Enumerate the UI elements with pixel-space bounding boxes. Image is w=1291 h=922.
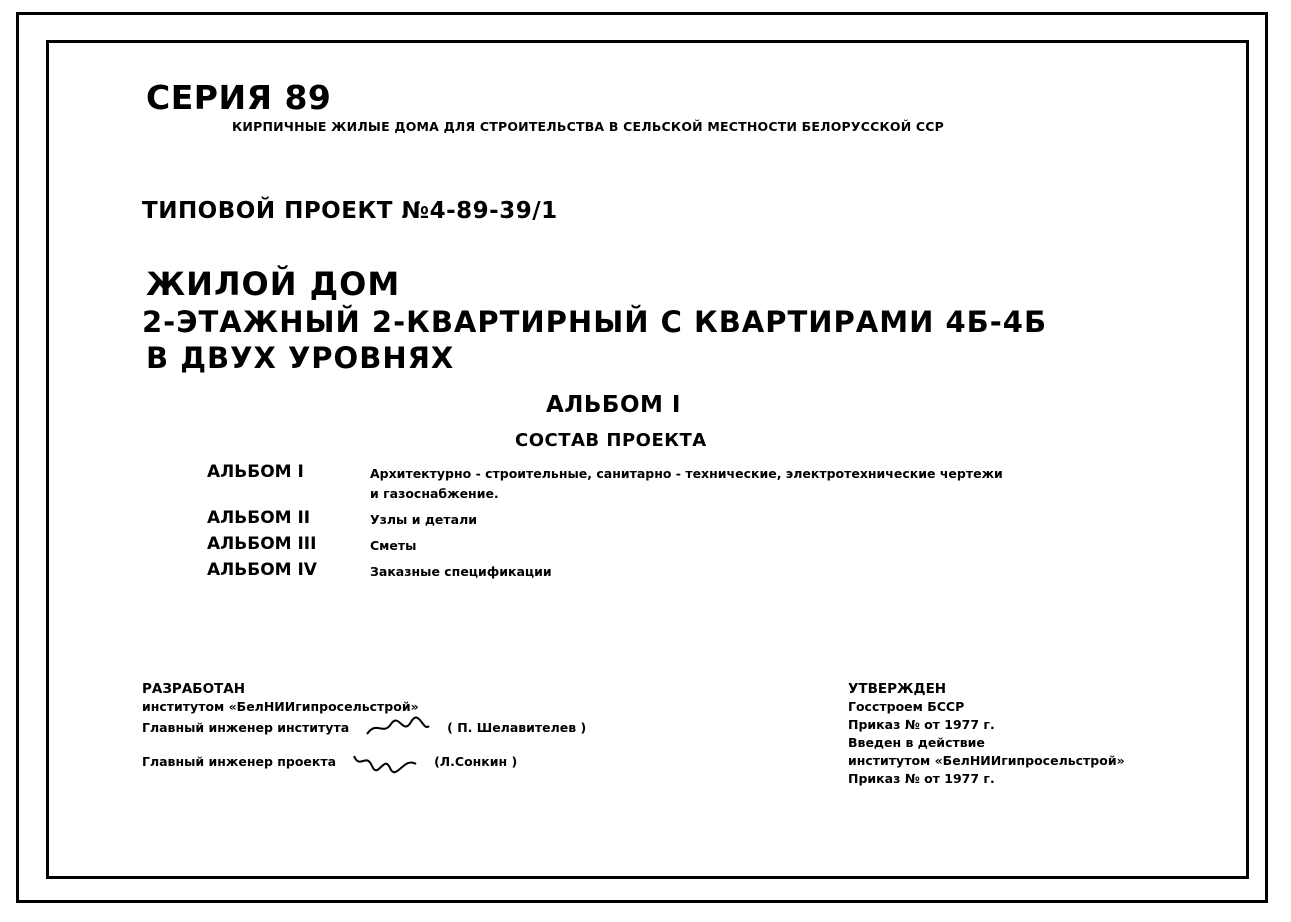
title-line2: 2-ЭТАЖНЫЙ 2-КВАРТИРНЫЙ С КВАРТИРАМИ 4Б-4Б <box>142 305 1048 339</box>
composition-heading: СОСТАВ ПРОЕКТА <box>515 430 707 451</box>
signature-image <box>363 716 433 740</box>
album-item-label: АЛЬБОМ II <box>207 508 311 528</box>
album-item-text: Сметы <box>370 538 417 553</box>
approved-heading: УТВЕРЖДЕН <box>848 681 947 697</box>
approved-block <box>848 680 1125 788</box>
developed-institute: институтом «БелНИИгипросельстрой» <box>142 699 419 714</box>
approved-by: Госстроем БССР <box>848 699 965 714</box>
album-item-text-cont: и газоснабжение. <box>370 486 499 501</box>
series-title: СЕРИЯ 89 <box>146 78 332 117</box>
chief-engineer-row <box>142 716 586 740</box>
approved-introduced: Введен в действие <box>848 735 985 750</box>
chief-engineer-label: Главный инженер института <box>142 720 350 735</box>
album-item-text: Узлы и детали <box>370 512 477 527</box>
album-heading: АЛЬБОМ I <box>546 392 681 418</box>
project-number: ТИПОВОЙ ПРОЕКТ №4-89-39/1 <box>142 198 558 224</box>
project-engineer-name: (Л.Сонкин ) <box>434 754 518 769</box>
album-item-text: Архитектурно - строительные, санитарно - технические, электротехнические чертежи <box>370 466 1003 481</box>
developed-block <box>142 680 586 774</box>
signature-image <box>350 750 420 774</box>
album-item-label: АЛЬБОМ IV <box>207 560 317 580</box>
chief-engineer-name: ( П. Шелавителев ) <box>447 720 587 735</box>
project-engineer-row <box>142 750 586 774</box>
approved-order1: Приказ № от 1977 г. <box>848 717 995 732</box>
approved-order2: Приказ № от 1977 г. <box>848 771 995 786</box>
album-item-label: АЛЬБОМ III <box>207 534 317 554</box>
project-engineer-label: Главный инженер проекта <box>142 754 337 769</box>
approved-institute: институтом «БелНИИгипросельстрой» <box>848 753 1125 768</box>
album-item-label: АЛЬБОМ I <box>207 462 304 482</box>
title-line1: ЖИЛОЙ ДОМ <box>146 265 401 303</box>
title-line3: В ДВУХ УРОВНЯХ <box>146 341 455 375</box>
developed-heading: РАЗРАБОТАН <box>142 681 245 697</box>
series-subtitle: КИРПИЧНЫЕ ЖИЛЫЕ ДОМА ДЛЯ СТРОИТЕЛЬСТВА В СЕЛЬСКОЙ МЕСТНОСТИ БЕЛОРУССКОЙ ССР <box>232 119 945 134</box>
album-item-text: Заказные спецификации <box>370 564 552 579</box>
